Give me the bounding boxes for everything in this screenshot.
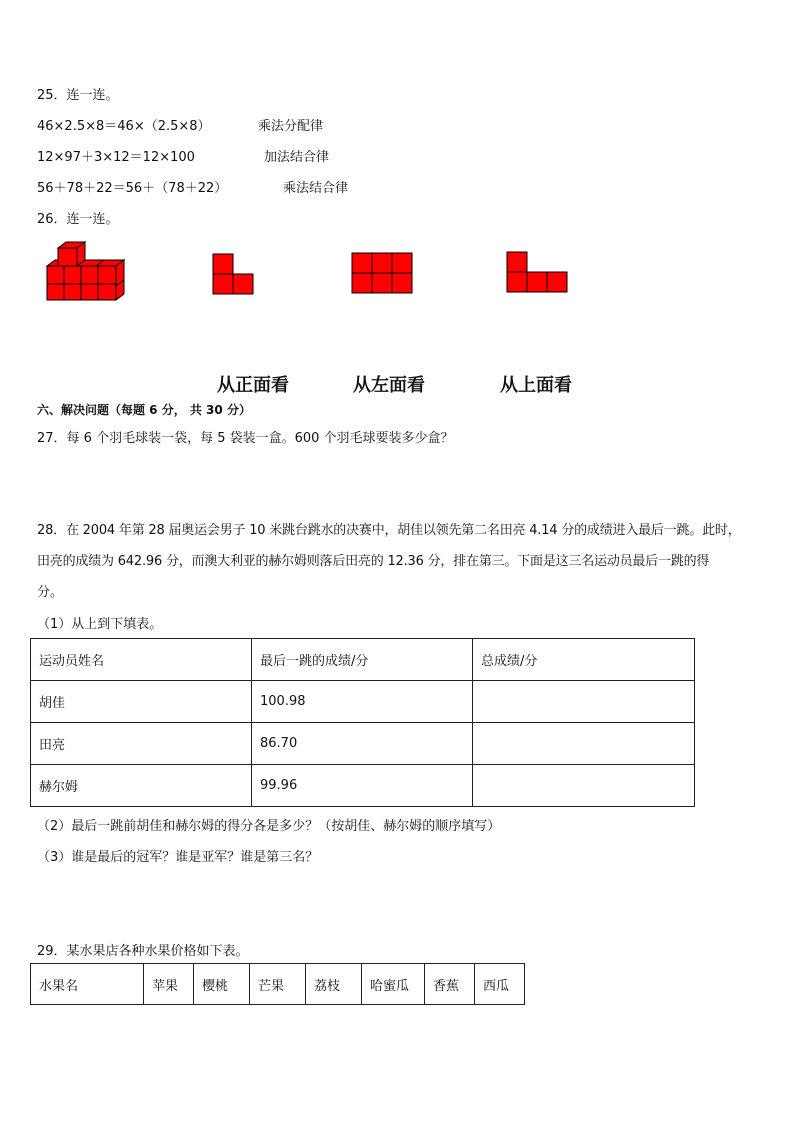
q25-left-2[interactable]: 12×97＋3×12＝12×100 [37, 150, 195, 165]
score-table [30, 638, 695, 807]
table-header-cell: 最后一跳的成绩/分 [252, 639, 473, 681]
cube-face [47, 284, 64, 300]
q28-line-2: 田亮的成绩为 642.96 分，而澳大利亚的赫尔姆则落后田亮的 12.36 分，排在第三。下面是这三名运动员最后一跳的得 [37, 554, 710, 569]
q25-left-1[interactable]: 46×2.5×8＝46×（2.5×8） [37, 119, 211, 134]
view-label-front[interactable]: 从正面看 [217, 375, 289, 396]
fruit-cell: 西瓜 [475, 964, 525, 1005]
cube-face [47, 260, 58, 266]
table-row [31, 964, 525, 1005]
total-score-cell[interactable] [473, 681, 695, 723]
cube-face [98, 284, 116, 300]
table-row [31, 681, 695, 723]
fruit-cell: 荔枝 [306, 964, 362, 1005]
cube-face [64, 266, 81, 284]
square [392, 253, 412, 273]
square [213, 274, 233, 294]
fruit-cell: 樱桃 [194, 964, 250, 1005]
table-header-cell: 总成绩/分 [473, 639, 695, 681]
q28-sub-3: （3）谁是最后的冠军？谁是亚军？谁是第三名？ [37, 850, 319, 865]
fruit-cell: 水果名 [31, 964, 144, 1005]
view-figure-3[interactable] [506, 251, 570, 293]
table-header-cell: 运动员姓名 [31, 639, 252, 681]
square [507, 272, 527, 292]
q25-left-3[interactable]: 56＋78＋22＝56＋（78＋22） [37, 181, 228, 196]
fruit-cell: 哈蜜瓜 [362, 964, 425, 1005]
q25-title: 25．连一连。 [37, 88, 119, 103]
athlete-name: 赫尔姆 [31, 765, 252, 807]
square [507, 252, 527, 272]
q29-text: 29．某水果店各种水果价格如下表。 [37, 944, 249, 959]
view-figure-1[interactable] [212, 253, 256, 295]
fruit-cell: 苹果 [144, 964, 194, 1005]
q25-right-2[interactable]: 加法结合律 [264, 150, 330, 165]
q26-title: 26．连一连。 [37, 212, 119, 227]
table-header-row [31, 639, 695, 681]
square [527, 272, 547, 292]
square [233, 274, 253, 294]
section-heading: 六、解决问题（每题 6 分， 共 30 分） [37, 403, 251, 417]
square [372, 273, 392, 293]
total-score-cell[interactable] [473, 765, 695, 807]
square [213, 254, 233, 274]
square [352, 253, 372, 273]
fruit-cell: 芒果 [250, 964, 306, 1005]
cube-face [47, 266, 64, 284]
q28-sub-1: （1）从上到下填表。 [37, 617, 163, 632]
cube-figure-3d[interactable] [44, 240, 130, 302]
square [547, 272, 567, 292]
last-jump-score: 99.96 [252, 765, 473, 807]
view-label-left[interactable]: 从左面看 [353, 375, 425, 396]
last-jump-score: 100.98 [252, 681, 473, 723]
view-label-top[interactable]: 从上面看 [500, 375, 572, 396]
athlete-name: 胡佳 [31, 681, 252, 723]
view-figure-2[interactable] [351, 252, 413, 294]
square [392, 273, 412, 293]
athlete-name: 田亮 [31, 723, 252, 765]
cube-face [58, 248, 77, 266]
square [352, 273, 372, 293]
last-jump-score: 86.70 [252, 723, 473, 765]
cube-face [81, 284, 98, 300]
table-row [31, 765, 695, 807]
fruit-cell: 香蕉 [425, 964, 475, 1005]
fruit-table [30, 963, 525, 1005]
cube-face [64, 284, 81, 300]
square [372, 253, 392, 273]
total-score-cell[interactable] [473, 723, 695, 765]
cube-face [81, 266, 98, 284]
cube-face [98, 266, 116, 284]
table-row [31, 723, 695, 765]
q28-line-1: 28．在 2004 年第 28 届奥运会男子 10 米跳台跳水的决赛中，胡佳以领先第二名田亮 4.14 分的成绩进入最后一跳。此时， [37, 523, 741, 538]
q28-line-3: 分。 [37, 585, 64, 600]
q28-sub-2: （2）最后一跳前胡佳和赫尔姆的得分各是多少？（按胡佳、赫尔姆的顺序填写） [37, 819, 501, 834]
q25-right-1[interactable]: 乘法分配律 [258, 119, 324, 134]
q25-right-3[interactable]: 乘法结合律 [283, 181, 349, 196]
q27-text: 27．每 6 个羽毛球装一袋，每 5 袋装一盒。600 个羽毛球要装多少盒？ [37, 431, 454, 446]
